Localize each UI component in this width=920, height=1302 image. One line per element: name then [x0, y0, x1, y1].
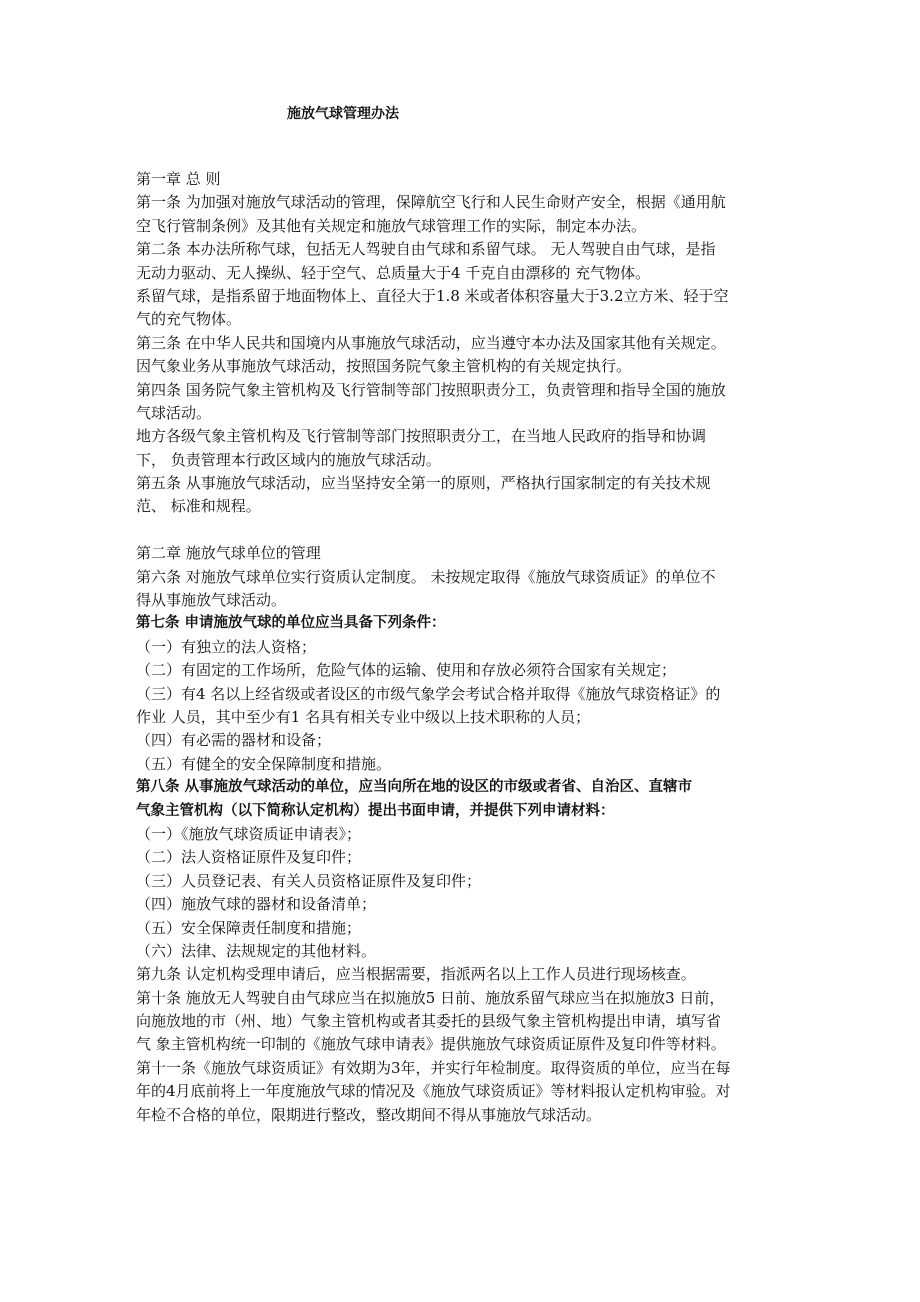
document-title: 施放气球管理办法 — [287, 106, 399, 122]
article-1-line-1: 第一条 为加强对施放气球活动的管理，保障航空飞行和人民生命财产安全，根据《通用航 — [136, 193, 726, 212]
article-3-line-2: 因气象业务从事施放气球活动，按照国务院气象主管机构的有关规定执行。 — [136, 357, 632, 376]
article-9-line-1: 第九条 认定机构受理申请后，应当根据需要，指派两名以上工作人员进行现场核查。 — [136, 965, 696, 984]
chapter-2-heading: 第二章 施放气球单位的管理 — [136, 544, 321, 563]
article-8-item-4: （四）施放气球的器材和设备清单； — [136, 895, 377, 914]
article-4-line-4: 下， 负责管理本行政区域内的施放气球活动。 — [136, 450, 441, 469]
article-1-line-2: 空飞行管制条例》及其他有关规定和施放气球管理工作的实际，制定本办法。 — [136, 216, 647, 235]
chapter-1-heading: 第一章 总 则 — [136, 170, 221, 188]
article-7-item-3-line-1: （三）有4 名以上经省级或者设区的市级气象学会考试合格并取得《施放气球资格证》的 — [136, 684, 721, 703]
article-5-line-2: 范、 标准和规程。 — [136, 497, 261, 516]
article-4-line-1: 第四条 国务院气象主管机构及飞行管制等部门按照职责分工，负责管理和指导全国的施放 — [136, 380, 726, 399]
article-8-item-6: （六）法律、法规规定的其他材料。 — [136, 941, 377, 960]
article-2-line-1: 第二条 本办法所称气球，包括无人驾驶自由气球和系留气球。 无人驾驶自由气球，是指 — [136, 240, 716, 259]
article-8-heading-line-2: 气象主管机构（以下简称认定机构）提出书面申请，并提供下列申请材料： — [136, 802, 615, 819]
article-5-line-1: 第五条 从事施放气球活动，应当坚持安全第一的原则，严格执行国家制定的有关技术规 — [136, 474, 711, 493]
article-2-line-2: 无动力驱动、无人操纵、轻于空气、总质量大于4 千克自由漂移的 充气物体。 — [136, 263, 651, 282]
article-4-line-2: 气球活动。 — [136, 403, 212, 422]
article-11-line-3: 年检不合格的单位，限期进行整改，整改期间不得从事施放气球活动。 — [136, 1105, 602, 1124]
article-8-item-2: （二）法人资格证原件及复印件； — [136, 848, 362, 867]
article-11-line-2: 年的4月底前将上一年度施放气球的情况及《施放气球资质证》等材料报认定机构审验。对 — [136, 1082, 731, 1101]
article-7-item-4: （四）有必需的器材和设备； — [136, 731, 332, 750]
article-8-heading-line-1: 第八条 从事施放气球活动的单位，应当向所在地的设区的市级或者省、自治区、直辖市 — [136, 779, 693, 796]
article-7-item-2: （二）有固定的工作场所，危险气体的运输、使用和存放必须符合国家有关规定； — [136, 661, 677, 680]
article-10-line-3: 气 象主管机构统一印制的《施放气球申请表》提供施放气球资质证原件及复印件等材料。 — [136, 1035, 726, 1054]
article-2-line-4: 气的充气物体。 — [136, 310, 242, 329]
section-gap — [136, 519, 788, 542]
article-6-line-1: 第六条 对施放气球单位实行资质认定制度。 未按规定取得《施放气球资质证》的单位不 — [136, 567, 716, 586]
article-6-line-2: 得从事施放气球活动。 — [136, 591, 287, 610]
article-10-line-1: 第十条 施放无人驾驶自由气球应当在拟施放5 日前、施放系留气球应当在拟施放3 日前， — [136, 988, 725, 1007]
article-4-line-3: 地方各级气象主管机构及飞行管制等部门按照职责分工，在当地人民政府的指导和协调 — [136, 427, 707, 446]
article-11-line-1: 第十一条《施放气球资质证》有效期为3年，并实行年检制度。取得资质的单位，应当在每 — [136, 1058, 731, 1077]
article-2-line-3: 系留气球，是指系留于地面物体上、直径大于1.8 米或者体积容量大于3.2立方米、轻于空 — [136, 286, 729, 305]
article-8-item-1: （一）《施放气球资质证申请表》； — [136, 824, 362, 843]
article-7-item-5: （五）有健全的安全保障制度和措施。 — [136, 754, 392, 773]
article-7-item-1: （一）有独立的法人资格； — [136, 637, 317, 656]
article-10-line-2: 向施放地的市（州、地）气象主管机构或者其委托的县级气象主管机构提出申请，填写省 — [136, 1012, 722, 1031]
article-8-item-3: （三）人员登记表、有关人员资格证原件及复印件； — [136, 871, 482, 890]
article-7-item-3-line-2: 作业 人员，其中至少有1 名具有相关专业中级以上技术职称的人员； — [136, 707, 591, 726]
document-body — [136, 168, 788, 1127]
article-3-line-1: 第三条 在中华人民共和国境内从事施放气球活动，应当遵守本办法及国家其他有关规定。 — [136, 333, 726, 352]
article-8-item-5: （五）安全保障责任制度和措施； — [136, 918, 362, 937]
article-7-heading: 第七条 申请施放气球的单位应当具备下列条件： — [136, 615, 446, 632]
